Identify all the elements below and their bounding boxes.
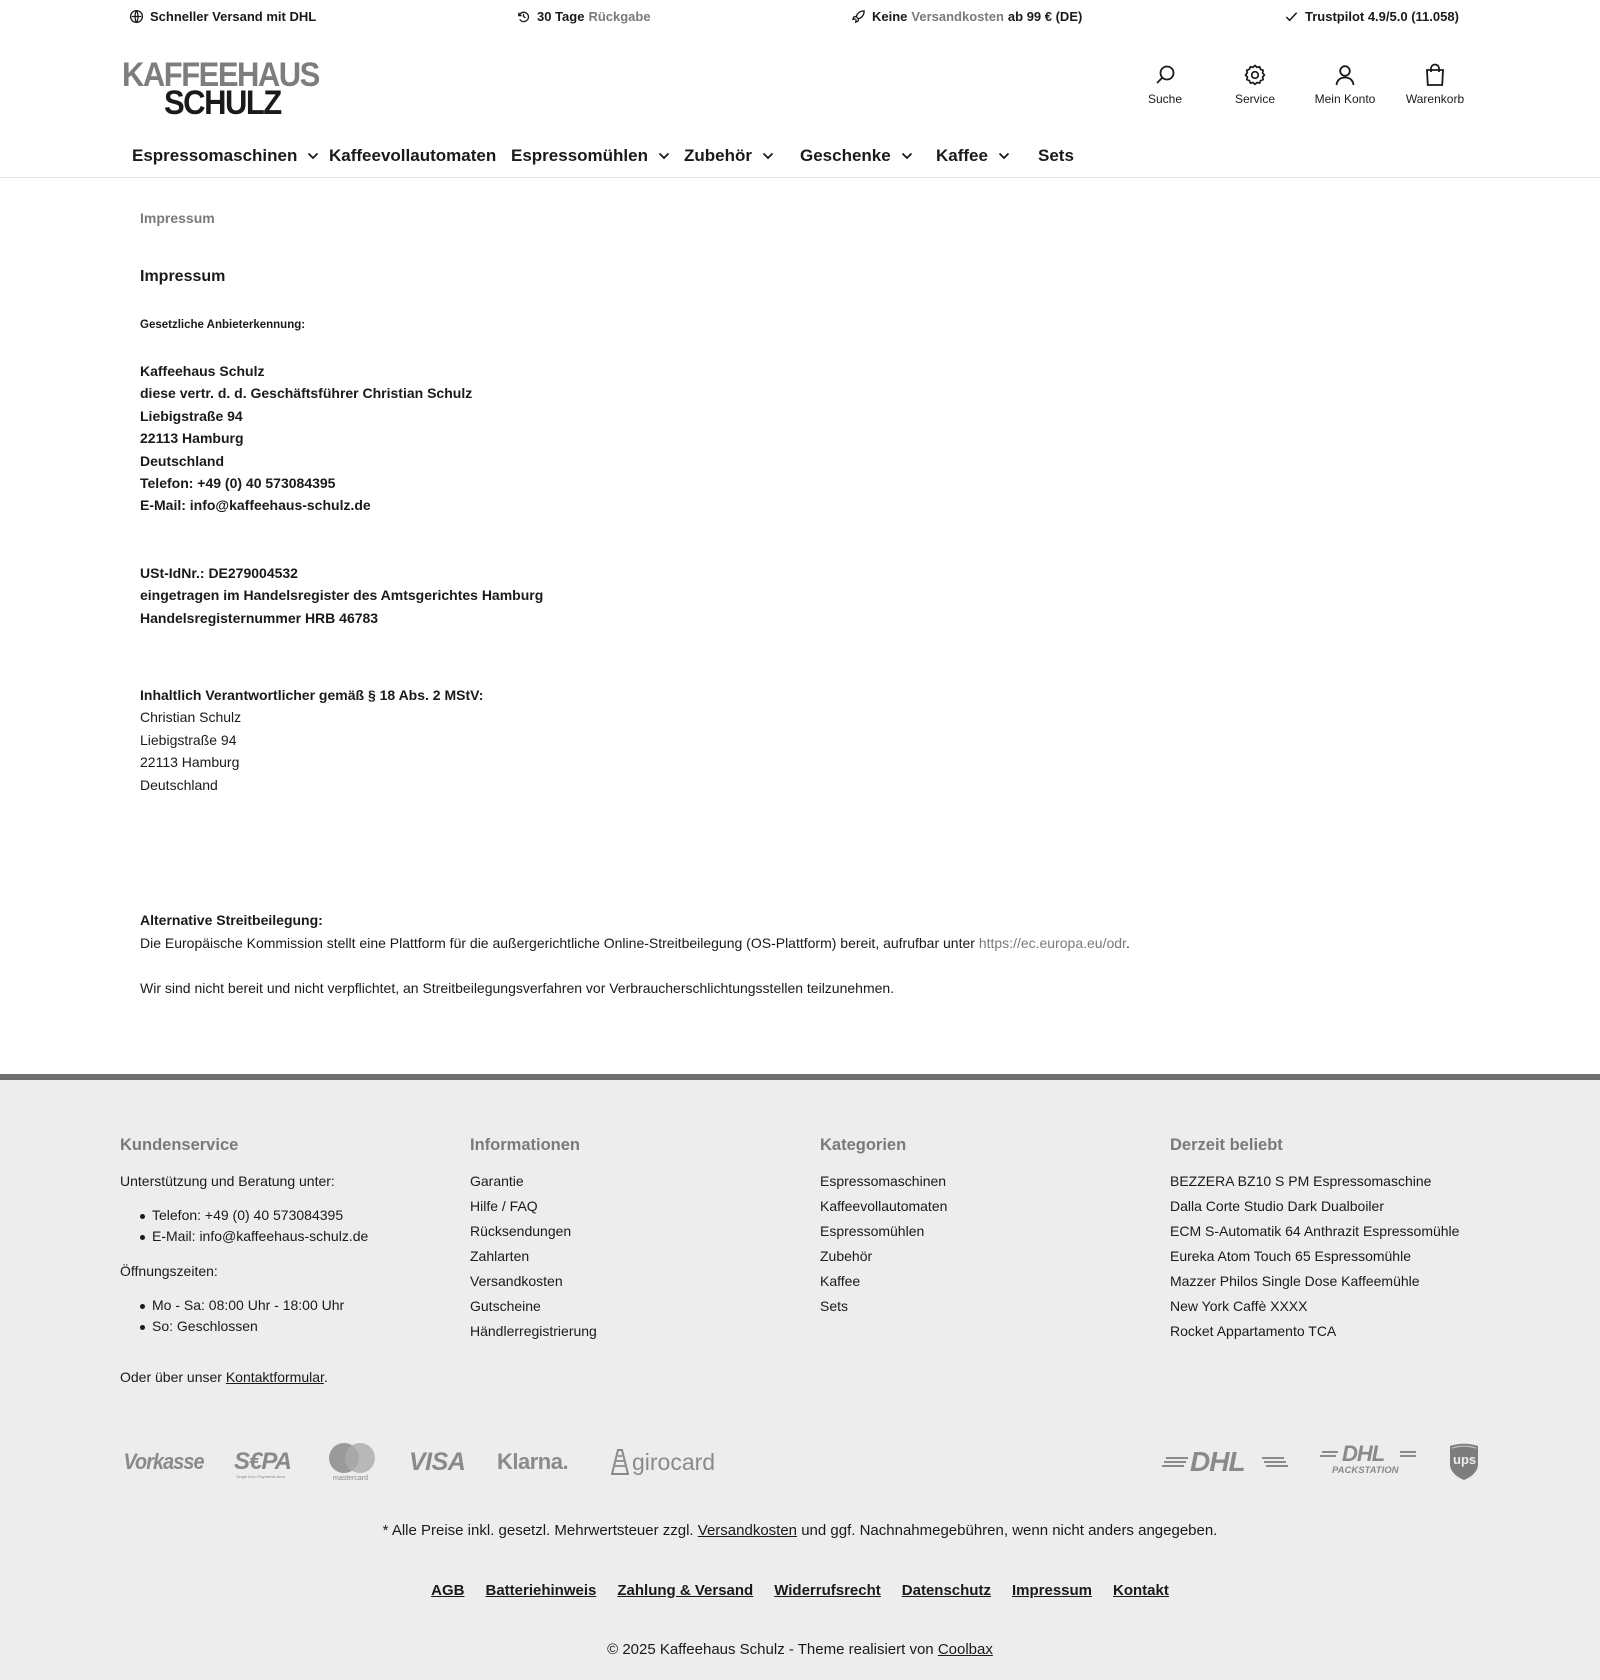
legal-link-widerrufsrecht[interactable]: Widerrufsrecht (774, 1582, 881, 1599)
hours-label: Öffnungszeiten: (120, 1263, 218, 1279)
chevron-down-icon (762, 152, 774, 160)
responsible-line: Liebigstraße 94 (140, 731, 237, 748)
footer-heading: Informationen (470, 1136, 580, 1154)
footer-link[interactable]: Kaffee (820, 1273, 861, 1289)
footer-link[interactable]: Mazzer Philos Single Dose Kaffeemühle (1170, 1273, 1420, 1289)
service-intro: Unterstützung und Beratung unter: (120, 1173, 335, 1189)
hours-weekday: Mo - Sa: 08:00 Uhr - 18:00 Uhr (120, 1295, 368, 1316)
nav-item-kaffee[interactable] (936, 146, 1010, 166)
footer-link[interactable]: Zubehör (820, 1248, 873, 1264)
footer-col-categories (820, 1136, 947, 1319)
breadcrumb[interactable]: Impressum (140, 210, 215, 226)
shipping-dhl-logo (1162, 1440, 1288, 1484)
usp-returns (516, 9, 651, 24)
footer-link[interactable]: Dalla Corte Studio Dark Dualboiler (1170, 1198, 1384, 1214)
nav-item-label: Kaffeevollautomaten (329, 146, 497, 165)
search-icon (1152, 62, 1178, 88)
main-nav (0, 138, 1600, 178)
notice-suffix: und ggf. Nachnahmegebühren, wenn nicht anders angegeben. (801, 1522, 1218, 1539)
dispute-text (140, 932, 1130, 954)
nav-item-label: Geschenke (800, 146, 891, 165)
footer-heading: Kundenservice (120, 1136, 239, 1154)
mastercard-text: mastercard (333, 1475, 369, 1482)
footer-link[interactable]: Eureka Atom Touch 65 Espressomühle (1170, 1248, 1411, 1264)
register-line: eingetragen im Handelsregister des Amtsgerichtes Hamburg (140, 587, 544, 604)
usp-bar (0, 0, 1600, 34)
legal-link-batteriehinweis[interactable]: Batteriehinweis (485, 1582, 597, 1599)
footer-link[interactable]: Espressomühlen (820, 1223, 925, 1239)
girocard-icon (611, 1449, 629, 1475)
provider-line: diese vertr. d. d. Geschäftsführer Christian Schulz (140, 385, 473, 402)
dispute-note: Wir sind nicht bereit und nicht verpflichtet, an Streitbeilegungsverfahren vor Verbraucherschlichtungsstellen teilzunehmen. (140, 980, 895, 996)
dhl-box-icon (129, 9, 144, 24)
dispute-text-end: . (1125, 935, 1130, 951)
nav-item-label: Sets (1038, 146, 1074, 165)
responsible-line: Deutschland (140, 776, 218, 793)
copyright-text: © 2025 Kaffeehaus Schulz - Theme realisiert von (607, 1641, 934, 1658)
logo-line1: KAFFEEHAUS (122, 54, 319, 94)
mastercard-icon (327, 1441, 377, 1475)
notice-prefix: * Alle Preise inkl. gesetzl. Mehrwertsteuer zzgl. (382, 1522, 694, 1539)
usp-free-shipping (851, 9, 1082, 24)
legal-link-agb[interactable]: AGB (431, 1582, 465, 1599)
chevron-down-icon (307, 152, 319, 160)
dhl-text: DHL (1190, 1446, 1245, 1477)
return-icon (516, 9, 531, 24)
sepa-text: S€PA (234, 1448, 291, 1475)
provider-line: Liebigstraße 94 (140, 407, 243, 424)
nav-item-sets[interactable] (1038, 146, 1074, 166)
footer-col-info (470, 1136, 597, 1344)
cart-button[interactable] (1395, 62, 1475, 106)
legal-link-datenschutz[interactable]: Datenschutz (901, 1582, 991, 1599)
footer-link[interactable]: Rücksendungen (470, 1223, 572, 1239)
payment-vorkasse-logo (119, 1440, 208, 1484)
register-info (140, 562, 543, 629)
chevron-down-icon (998, 152, 1010, 160)
provider-line: 22113 Hamburg (140, 430, 244, 447)
legal-link-zahlung-versand[interactable]: Zahlung & Versand (617, 1582, 754, 1599)
usp-trustpilot-text: Trustpilot 4.9/5.0 (11.058) (1305, 9, 1459, 24)
nav-item-espressomuehlen[interactable] (511, 146, 670, 166)
page-title: Impressum (140, 268, 226, 285)
payment-mastercard-logo (327, 1440, 377, 1484)
sepa-subtext: Single Euro Payments Area (236, 1474, 285, 1479)
service-phone[interactable]: Telefon: +49 (0) 40 573084395 (120, 1205, 368, 1226)
theme-credit-link[interactable]: Coolbax (937, 1641, 993, 1658)
dispute-heading: Alternative Streitbeilegung: (140, 912, 323, 928)
shopping-bag-icon (1422, 62, 1448, 88)
nav-item-espressomaschinen[interactable] (132, 146, 319, 166)
footer-link[interactable]: New York Caffè XXXX (1170, 1298, 1308, 1314)
footer-link[interactable]: Hilfe / FAQ (470, 1198, 538, 1214)
legal-link-impressum[interactable]: Impressum (1011, 1582, 1093, 1599)
footer-link[interactable]: Händlerregistrierung (470, 1323, 597, 1339)
provider-address (140, 360, 472, 517)
footer-link[interactable]: ECM S-Automatik 64 Anthrazit Espressomühle (1170, 1223, 1460, 1239)
provider-line: Kaffeehaus Schulz (140, 363, 265, 379)
nav-item-zubehoer[interactable] (684, 146, 774, 166)
payment-girocard-logo (611, 1440, 715, 1484)
footer-link[interactable]: BEZZERA BZ10 S PM Espressomaschine (1170, 1173, 1432, 1189)
footer-link[interactable]: Sets (820, 1298, 849, 1314)
payment-visa-logo (409, 1440, 465, 1484)
logo[interactable] (122, 54, 319, 122)
usp-returns-b: Rückgabe (588, 9, 651, 24)
footer-heading: Kategorien (820, 1136, 907, 1154)
contact-suffix: . (323, 1369, 328, 1385)
contact-line (120, 1369, 368, 1385)
provider-line: Deutschland (140, 452, 225, 469)
rocket-icon (851, 9, 866, 24)
legal-link-kontakt[interactable]: Kontakt (1113, 1582, 1169, 1599)
usp-shipping (129, 9, 316, 24)
cart-label: Warenkorb (1405, 92, 1465, 106)
contact-prefix: Oder über unser (120, 1369, 222, 1385)
odr-link[interactable]: https://ec.europa.eu/odr (978, 935, 1126, 951)
service-email[interactable]: E-Mail: info@kaffeehaus-schulz.de (120, 1226, 368, 1247)
account-label: Mein Konto (1314, 92, 1376, 106)
contact-form-link[interactable]: Kontaktformular (225, 1369, 324, 1385)
hours-sunday: So: Geschlossen (120, 1316, 368, 1337)
vorkasse-text: Vorkasse (123, 1449, 204, 1474)
price-notice (0, 1522, 1600, 1539)
footer-link[interactable]: Gutscheine (470, 1298, 541, 1314)
nav-item-geschenke[interactable] (800, 146, 913, 166)
gear-icon (1242, 62, 1268, 88)
account-button[interactable] (1305, 62, 1385, 106)
shipping-cost-link[interactable]: Versandkosten (697, 1522, 798, 1539)
footer-heading: Derzeit beliebt (1170, 1136, 1283, 1154)
responsible-line: 22113 Hamburg (140, 754, 240, 771)
footer-link[interactable]: Zahlarten (470, 1248, 530, 1264)
chevron-down-icon (901, 152, 913, 160)
usp-free-c: ab 99 € (DE) (1007, 9, 1083, 24)
girocard-text: girocard (632, 1448, 716, 1475)
payment-sepa-logo (234, 1440, 296, 1484)
usp-shipping-text: Schneller Versand mit DHL (150, 9, 317, 24)
packstation-text: PACKSTATION (1332, 1465, 1399, 1476)
nav-item-label: Espressomühlen (511, 146, 648, 165)
usp-trustpilot[interactable] (1284, 9, 1459, 24)
chevron-down-icon (658, 152, 670, 160)
footer-col-popular (1170, 1136, 1459, 1344)
register-line: Handelsregisternummer HRB 46783 (140, 609, 379, 626)
register-line: USt-IdNr.: DE279004532 (140, 565, 298, 581)
responsible-info (140, 684, 483, 796)
nav-item-label: Kaffee (936, 146, 988, 165)
responsible-line: Christian Schulz (140, 709, 242, 726)
user-icon (1332, 62, 1358, 88)
nav-item-label: Espressomaschinen (132, 146, 298, 165)
copyright (0, 1641, 1600, 1658)
klarna-text: Klarna. (497, 1449, 569, 1474)
usp-free-a: Keine (872, 9, 908, 24)
footer-link[interactable]: Rocket Appartamento TCA (1170, 1323, 1337, 1339)
responsible-heading: Inhaltlich Verantwortlicher gemäß § 18 Abs. 2 MStV: (140, 687, 484, 703)
dispute-text-body: Die Europäische Kommission stellt eine Plattform für die außergerichtliche Online-Streitbeilegung (OS-Plattform) bereit, aufrufbar unter (140, 935, 975, 951)
legal-heading: Gesetzliche Anbieterkennung: (140, 319, 306, 331)
check-icon (1284, 9, 1299, 24)
service-button[interactable] (1215, 62, 1295, 106)
visa-text: VISA (409, 1447, 466, 1476)
footer-col-service (120, 1136, 368, 1385)
shipping-ups-logo (1448, 1440, 1480, 1484)
logo-line2: SCHULZ (164, 82, 281, 122)
usp-returns-a: 30 Tage (537, 9, 585, 24)
usp-free-b: Versandkosten (911, 9, 1004, 24)
shipping-packstation-logo (1320, 1440, 1416, 1484)
legal-links (0, 1582, 1600, 1599)
footer-link[interactable]: Garantie (470, 1173, 524, 1189)
provider-line: E-Mail: info@kaffeehaus-schulz.de (140, 497, 371, 514)
nav-item-label: Zubehör (684, 146, 752, 165)
search-label: Suche (1147, 92, 1183, 106)
footer-link[interactable]: Versandkosten (470, 1273, 563, 1289)
service-label: Service (1234, 92, 1275, 106)
footer-link[interactable]: Espressomaschinen (820, 1173, 947, 1189)
footer-link[interactable]: Kaffeevollautomaten (820, 1198, 948, 1214)
provider-line: Telefon: +49 (0) 40 573084395 (140, 475, 336, 492)
nav-item-kaffeevollautomaten[interactable] (329, 146, 496, 166)
search-button[interactable] (1125, 62, 1205, 106)
packstation-dhl-text: DHL (1342, 1441, 1385, 1466)
payment-klarna-logo (497, 1440, 568, 1484)
ups-text: ups (1453, 1452, 1477, 1467)
